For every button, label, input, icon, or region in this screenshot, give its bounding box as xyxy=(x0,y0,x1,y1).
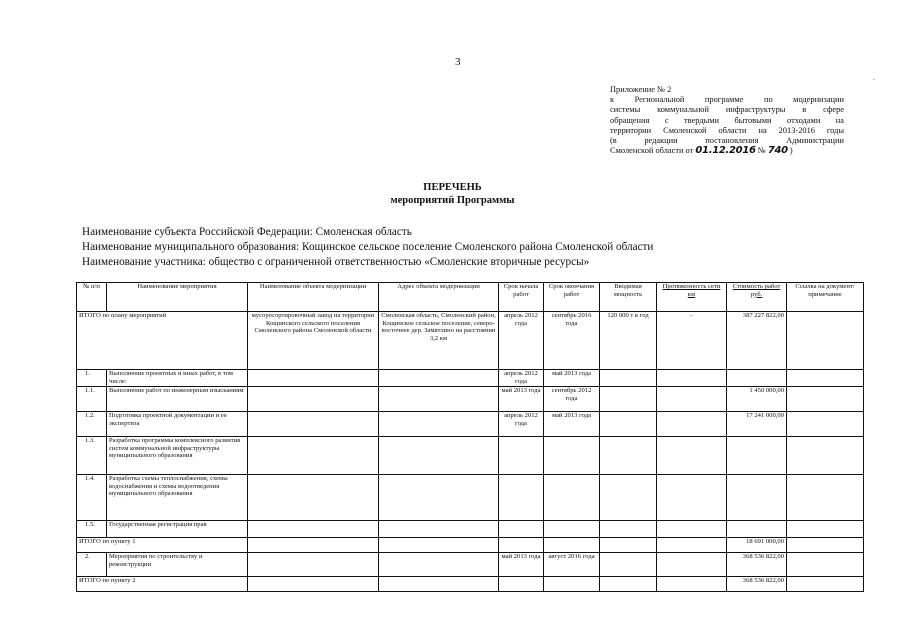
cell-length xyxy=(657,553,727,577)
cell-num: 1. xyxy=(77,370,107,387)
appendix-line: Приложение № 2 xyxy=(610,85,672,94)
cell-capacity xyxy=(600,538,657,553)
cell-object xyxy=(248,387,379,412)
cell-object xyxy=(248,412,379,437)
appendix-suffix: ) xyxy=(789,146,793,156)
cell-capacity xyxy=(600,577,657,592)
table-row xyxy=(77,521,864,538)
cell-address xyxy=(379,412,499,437)
cell-cost: 368 536 822,00 xyxy=(727,577,787,592)
appendix-number-sign: № xyxy=(757,146,766,156)
cell-address xyxy=(379,521,499,538)
cell-cost xyxy=(727,370,787,387)
cell-object xyxy=(248,370,379,387)
cell-address xyxy=(379,370,499,387)
cell-start xyxy=(499,521,544,538)
cell-start: май 2013 года xyxy=(499,387,544,412)
cell-end xyxy=(544,538,600,553)
cell-cost: 18 691 000,00 xyxy=(727,538,787,553)
cell-link xyxy=(787,577,864,592)
cell-object: мусоросортировочный завод на территории Кощинского сельского поселения Смоленского района Смоленской области xyxy=(248,312,379,370)
cell-address xyxy=(379,387,499,412)
cell-address xyxy=(379,577,499,592)
cell-cost: 387 227 822,00 xyxy=(727,312,787,370)
cell-end xyxy=(544,521,600,538)
document-title xyxy=(0,181,905,207)
cell-name: Разработка программы комплексного развития систем коммунальной инфраструктуры муниципального образования xyxy=(107,437,248,475)
cell-address xyxy=(379,538,499,553)
cell-start xyxy=(499,577,544,592)
header-capacity: Вводимая мощность xyxy=(600,283,657,312)
header-length-b: км xyxy=(687,290,696,298)
cell-start: май 2013 года xyxy=(499,553,544,577)
cell-end: август 2016 года xyxy=(544,553,600,577)
cell-end: сентябрь 2012 года xyxy=(544,387,600,412)
appendix-line: системы коммунальной инфраструктуры в сфере xyxy=(610,105,844,115)
table-row-total xyxy=(77,312,864,370)
cell-link xyxy=(787,437,864,475)
cell-capacity xyxy=(600,521,657,538)
cell-name: ИТОГО по пункту 2 xyxy=(77,577,248,592)
cell-end xyxy=(544,437,600,475)
header-num: № п/п xyxy=(77,283,107,312)
cell-num: 1.4. xyxy=(77,475,107,521)
cell-capacity xyxy=(600,387,657,412)
cell-link xyxy=(787,312,864,370)
cell-link xyxy=(787,475,864,521)
table-row xyxy=(77,370,864,387)
header-cost xyxy=(727,283,787,312)
title-line: ПЕРЕЧЕНЬ xyxy=(423,182,482,193)
cell-name: ИТОГО по пункту 1 xyxy=(77,538,248,553)
page-number: 3 xyxy=(455,56,461,68)
cell-num: 1.1. xyxy=(77,387,107,412)
cell-cost: 368 536 822,00 xyxy=(727,553,787,577)
header-link: Ссылка на документ/ примечание xyxy=(787,283,864,312)
table-row-subtotal xyxy=(77,577,864,592)
header-length-a: Протяженность сети xyxy=(662,283,721,290)
appendix-line: территории Смоленской области на 2013-2016 годы xyxy=(610,125,844,135)
header-address: Адрес объекта модернизации xyxy=(379,283,499,312)
header-cost-b: руб. xyxy=(750,290,763,298)
cell-end: сентябрь 2016 года xyxy=(544,312,600,370)
cell-object xyxy=(248,538,379,553)
cell-capacity xyxy=(600,370,657,387)
cell-cost xyxy=(727,521,787,538)
cell-link xyxy=(787,412,864,437)
cell-name: ИТОГО по плану мероприятий xyxy=(77,312,248,370)
measures-table xyxy=(76,282,864,592)
appendix-prefix: Смоленской области от xyxy=(610,146,694,156)
cell-link xyxy=(787,538,864,553)
cell-start: апрель 2012 года xyxy=(499,412,544,437)
info-municipality: Наименование муниципального образования: Кощинское сельское поселение Смоленского района Смоленской области xyxy=(82,241,654,253)
appendix-line: к Региональной программе по модернизации xyxy=(610,95,844,105)
appendix-line: (в редакции постановления Администрации xyxy=(610,136,844,146)
cell-start xyxy=(499,475,544,521)
cell-object xyxy=(248,437,379,475)
info-participant: Наименование участника: общество с ограниченной ответственностью «Смоленские вторичные ресурсы» xyxy=(82,256,590,268)
table-row xyxy=(77,553,864,577)
cell-name: Мероприятия по строительству и реконструкции xyxy=(107,553,248,577)
cell-capacity: 120 000 т в год xyxy=(600,312,657,370)
cell-length xyxy=(657,521,727,538)
cell-num: 1.3. xyxy=(77,437,107,475)
cell-object xyxy=(248,553,379,577)
table-row-subtotal xyxy=(77,538,864,553)
header-cost-a: Стоимость работ xyxy=(732,283,781,290)
cell-name: Выполнение работ по инженерным изысканиям xyxy=(107,387,248,412)
cell-end xyxy=(544,577,600,592)
cell-link xyxy=(787,553,864,577)
scan-mark: . xyxy=(873,73,875,82)
header-length xyxy=(657,283,727,312)
cell-start xyxy=(499,437,544,475)
cell-length: - xyxy=(657,312,727,370)
cell-address xyxy=(379,553,499,577)
info-subject: Наименование субъекта Российской Федерации: Смоленская область xyxy=(82,226,412,238)
cell-name: Подготовка проектной документации и ее экспертиза xyxy=(107,412,248,437)
cell-name: Выполнение проектных и иных работ, в том числе: xyxy=(107,370,248,387)
cell-name: Государственная регистрация прав xyxy=(107,521,248,538)
title-line: мероприятий Программы xyxy=(390,195,515,206)
cell-end xyxy=(544,475,600,521)
cell-address xyxy=(379,437,499,475)
cell-length xyxy=(657,577,727,592)
cell-object xyxy=(248,577,379,592)
cell-length xyxy=(657,412,727,437)
cell-end: май 2013 года xyxy=(544,370,600,387)
cell-address xyxy=(379,475,499,521)
cell-cost: 17 241 000,00 xyxy=(727,412,787,437)
cell-cost xyxy=(727,475,787,521)
appendix-line: обращения с твердыми бытовыми отходами на xyxy=(610,115,844,125)
header-end: Срок окончания работ xyxy=(544,283,600,312)
cell-capacity xyxy=(600,437,657,475)
cell-start xyxy=(499,538,544,553)
cell-length xyxy=(657,387,727,412)
cell-link xyxy=(787,521,864,538)
handwritten-number: 740 xyxy=(767,145,788,157)
cell-length xyxy=(657,538,727,553)
appendix-header xyxy=(610,85,844,156)
cell-num: 1.2. xyxy=(77,412,107,437)
cell-end: май 2013 года xyxy=(544,412,600,437)
cell-num: 1.5. xyxy=(77,521,107,538)
cell-capacity xyxy=(600,412,657,437)
cell-name: Разработка схемы теплоснабжения, схемы водоснабжения и схемы водоотведения муниципального образования xyxy=(107,475,248,521)
handwritten-date: 01.12.2016 xyxy=(695,145,756,157)
cell-link xyxy=(787,387,864,412)
cell-capacity xyxy=(600,475,657,521)
table-row xyxy=(77,475,864,521)
cell-start: апрель 2012 года xyxy=(499,370,544,387)
cell-address: Смоленская область, Смоленский район, Кощинское сельское поселение, северо-восточнее дер. Замятлино на расстоянии 3,2 км xyxy=(379,312,499,370)
header-start: Срок начала работ xyxy=(499,283,544,312)
cell-cost: 1 450 000,00 xyxy=(727,387,787,412)
table-row xyxy=(77,387,864,412)
cell-link xyxy=(787,370,864,387)
header-name: Наименование мероприятия xyxy=(107,283,248,312)
cell-length xyxy=(657,370,727,387)
table-row xyxy=(77,412,864,437)
cell-cost xyxy=(727,437,787,475)
table-row xyxy=(77,437,864,475)
cell-object xyxy=(248,521,379,538)
cell-length xyxy=(657,475,727,521)
cell-start: апрель 2012 года xyxy=(499,312,544,370)
appendix-line-signature xyxy=(610,146,844,156)
cell-object xyxy=(248,475,379,521)
table-header-row xyxy=(77,283,864,312)
header-object: Наименование объекта модернизации xyxy=(248,283,379,312)
cell-capacity xyxy=(600,553,657,577)
cell-num: 2. xyxy=(77,553,107,577)
cell-length xyxy=(657,437,727,475)
